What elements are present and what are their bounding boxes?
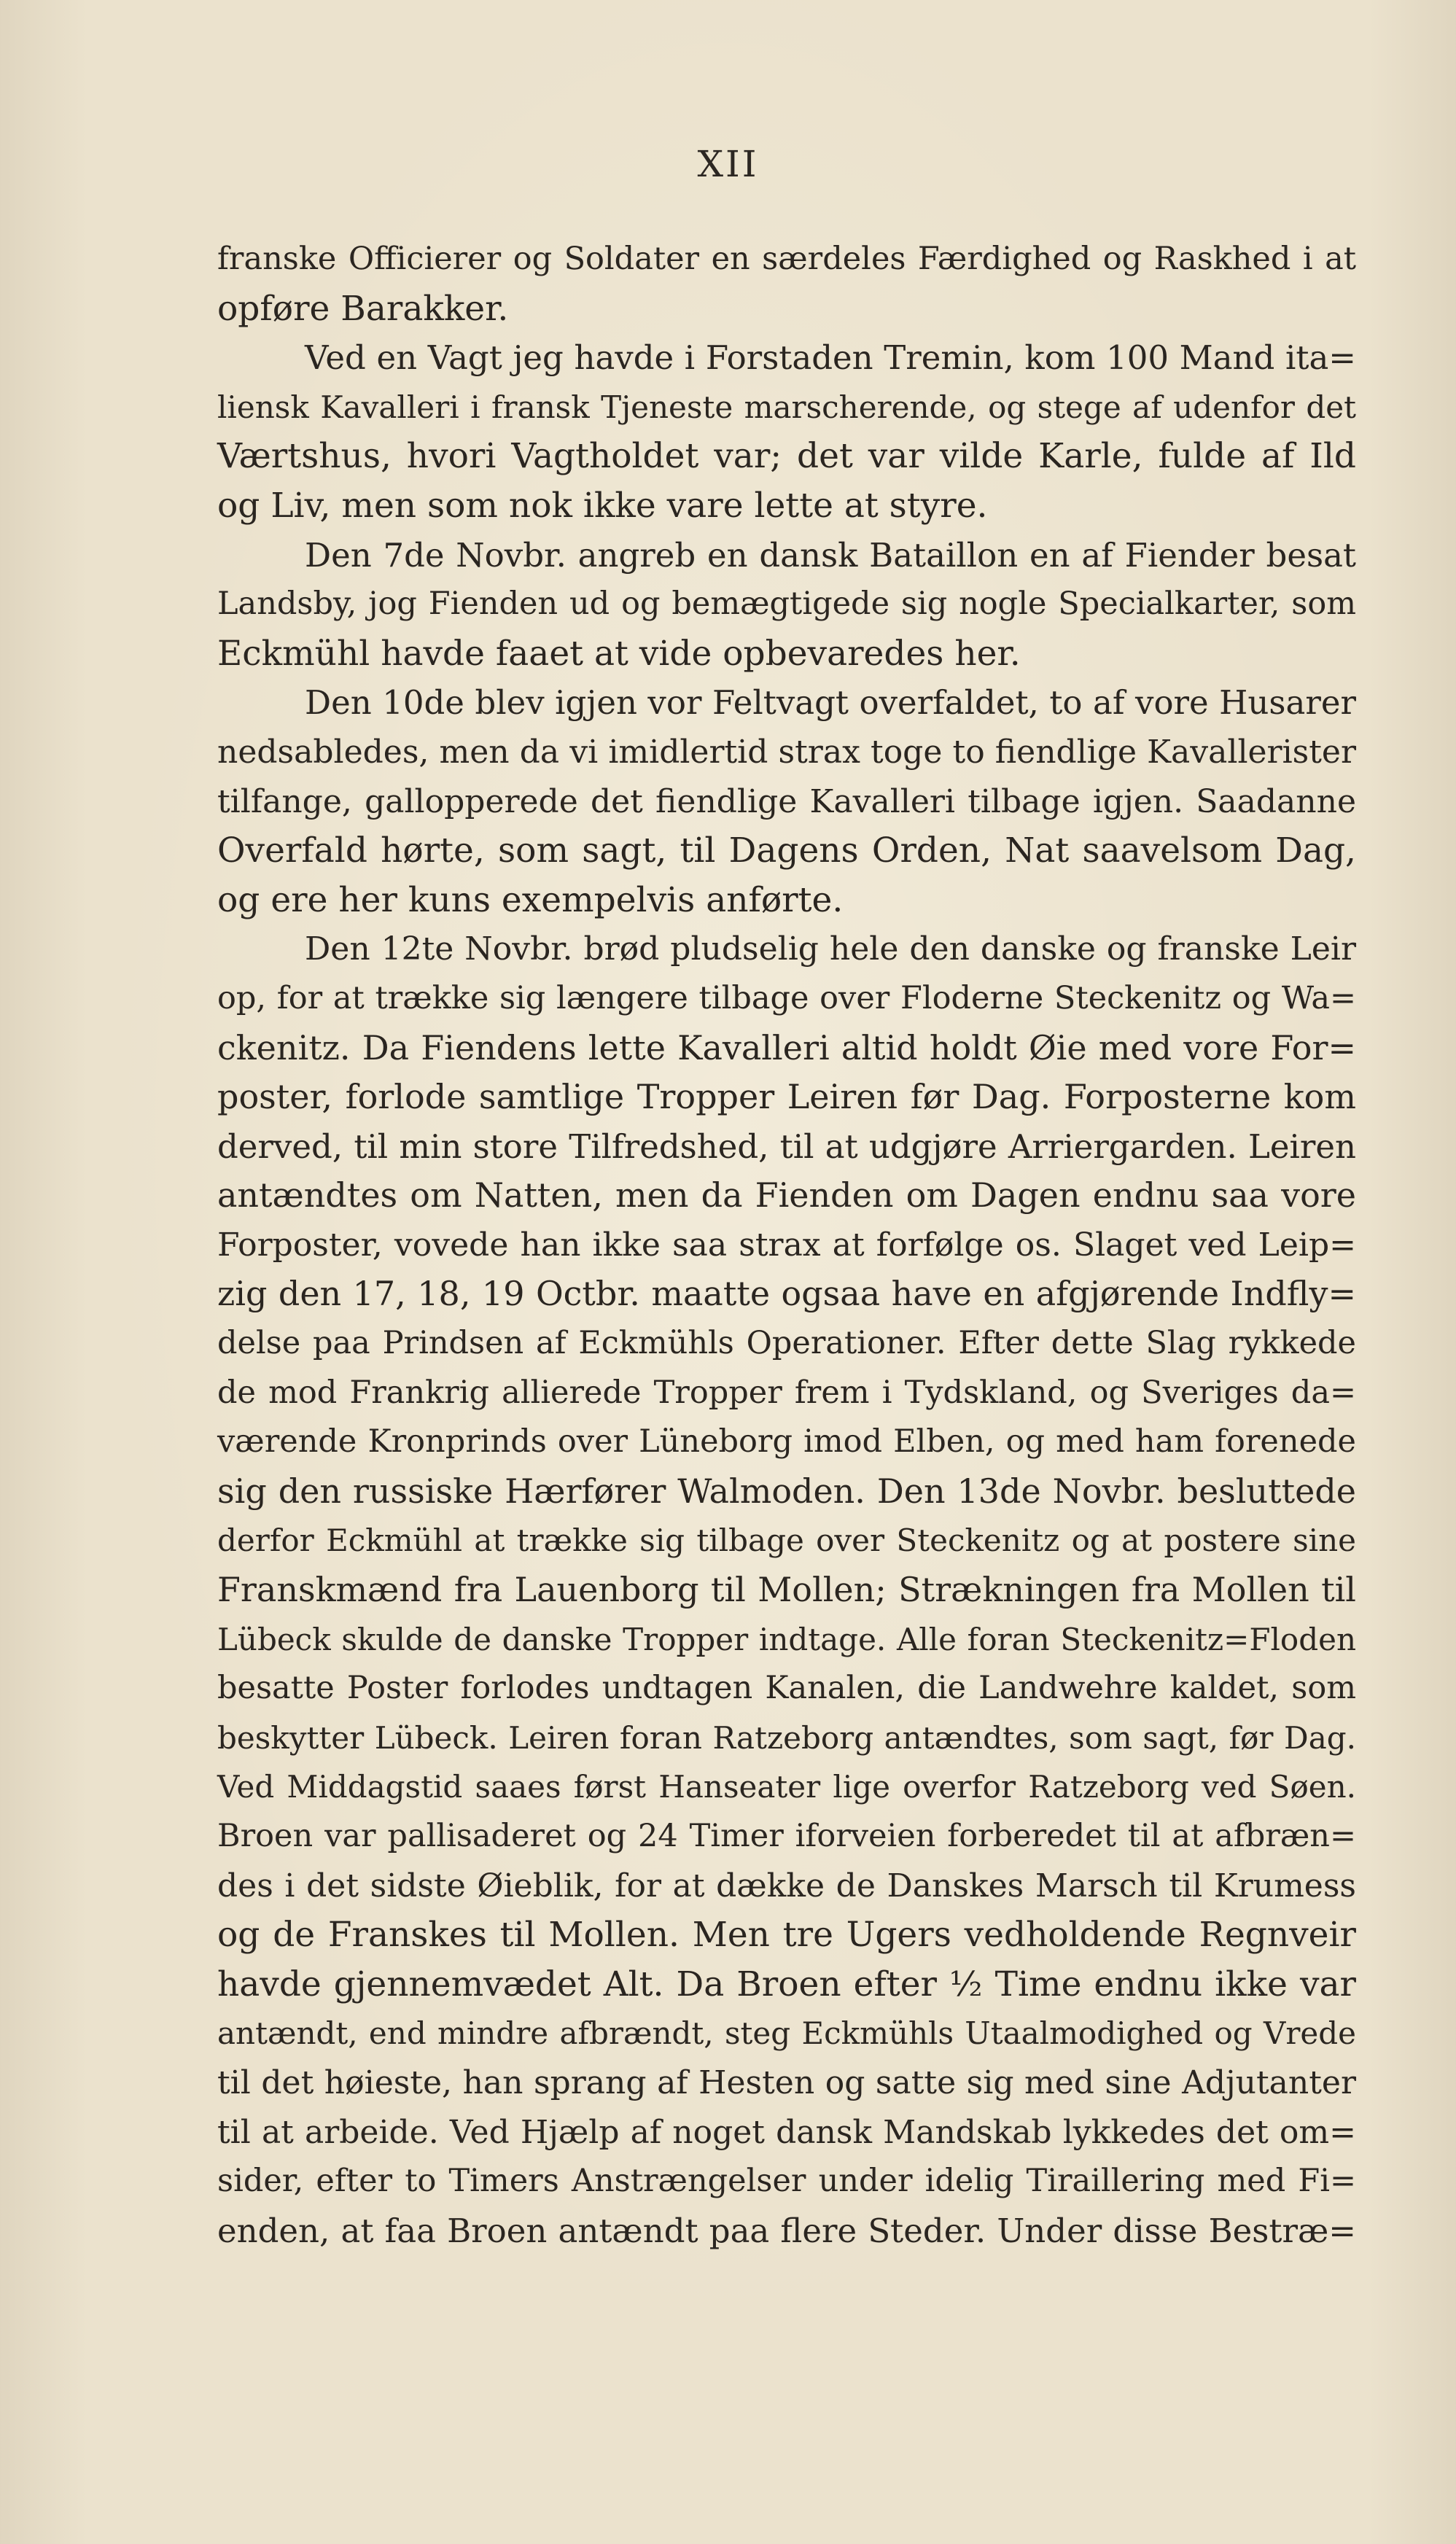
- text-line: op, for at trække sig længere tilbage over Floderne Steckenitz og Wa=: [217, 979, 1356, 1016]
- text-line: Landsby, jog Fienden ud og bemægtigede sig nogle Specialkarter, som: [217, 586, 1356, 623]
- text-line: Franskmænd fra Lauenborg til Mollen; Strækningen fra Mollen til: [217, 1570, 1356, 1610]
- text-line: værende Kronprinds over Lüneborg imod Elben, og med ham forenede: [217, 1423, 1356, 1460]
- text-line: zig den 17, 18, 19 Octbr. maatte ogsaa have en afgjørende Indfly=: [217, 1274, 1356, 1314]
- text-line: nedsabledes, men da vi imidlertid strax toge to fiendlige Kavallerister: [217, 733, 1356, 771]
- text-line: sig den russiske Hærfører Walmoden. Den 13de Novbr. besluttede: [217, 1471, 1356, 1511]
- text-line: Broen var pallisaderet og 24 Timer iforveien forberedet til at afbræn=: [217, 1818, 1356, 1854]
- text-line: liensk Kavalleri i fransk Tjeneste marscherende, og stege af udenfor det: [217, 389, 1356, 425]
- page-number: XII: [697, 143, 759, 185]
- text-line: Den 12te Novbr. brød pludselig hele den danske og franske Leir: [305, 930, 1356, 968]
- text-line: antændtes om Natten, men da Fienden om Dagen endnu saa vore: [217, 1175, 1356, 1215]
- text-line: Værtshus, hvori Vagtholdet var; det var vilde Karle, fulde af Ild: [217, 436, 1356, 477]
- text-line: sider, efter to Timers Anstrængelser under idelig Tiraillering med Fi=: [217, 2163, 1356, 2200]
- text-line: poster, forlode samtlige Tropper Leiren før Dag. Forposterne kom: [217, 1077, 1356, 1117]
- text-line: enden, at faa Broen antændt paa flere Steder. Under disse Bestræ=: [217, 2211, 1356, 2250]
- text-line: tilfange, gallopperede det fiendlige Kavalleri tilbage igjen. Saadanne: [217, 782, 1356, 820]
- text-line: Den 7de Novbr. angreb en dansk Bataillon en af Fiender besat: [305, 535, 1356, 575]
- body-text: [217, 235, 1356, 2255]
- text-line: og ere her kuns exempelvis anførte.: [217, 879, 844, 920]
- text-line: Den 10de blev igjen vor Feltvagt overfaldet, to af vore Husarer: [305, 683, 1356, 723]
- text-line: og de Franskes til Mollen. Men tre Ugers vedholdende Regnveir: [217, 1915, 1356, 1956]
- text-line: havde gjennemvædet Alt. Da Broen efter ½ Time endnu ikke var: [217, 1964, 1356, 2004]
- text-line: derfor Eckmühl at trække sig tilbage over Steckenitz og at postere sine: [217, 1522, 1356, 1559]
- text-line: ckenitz. Da Fiendens lette Kavalleri altid holdt Øie med vore For=: [217, 1027, 1356, 1067]
- text-line: beskytter Lübeck. Leiren foran Ratzeborg antændtes, som sagt, før Dag.: [217, 1719, 1356, 1756]
- text-line: Ved en Vagt jeg havde i Forstaden Tremin, kom 100 Mand ita=: [305, 338, 1356, 378]
- text-line: derved, til min store Tilfredshed, til at udgjøre Arriergarden. Leiren: [217, 1127, 1356, 1166]
- text-line: Eckmühl havde faaet at vide opbevaredes her.: [217, 633, 1021, 674]
- text-line: des i det sidste Øieblik, for at dække de Danskes Marsch til Krumess: [217, 1867, 1356, 1905]
- text-line: delse paa Prindsen af Eckmühls Operationer. Efter dette Slag rykkede: [217, 1325, 1356, 1362]
- text-line: Ved Middagstid saaes først Hanseater lige overfor Ratzeborg ved Søen.: [217, 1769, 1356, 1805]
- text-line: Forposter, vovede han ikke saa strax at forfølge os. Slaget ved Leip=: [217, 1226, 1356, 1264]
- text-line: opføre Barakker.: [217, 288, 509, 329]
- text-line: besatte Poster forlodes undtagen Kanalen, die Landwehre kaldet, som: [217, 1670, 1356, 1707]
- text-line: de mod Frankrig allierede Tropper frem i Tydskland, og Sveriges da=: [217, 1374, 1356, 1411]
- text-line: franske Officierer og Soldater en særdeles Færdighed og Raskhed i at: [217, 241, 1356, 277]
- text-line: antændt, end mindre afbrændt, steg Eckmühls Utaalmodighed og Vrede: [217, 2015, 1356, 2052]
- text-line: og Liv, men som nok ikke vare lette at styre.: [217, 485, 988, 526]
- text-line: til det høieste, han sprang af Hesten og satte sig med sine Adjutanter: [217, 2063, 1356, 2101]
- text-line: Lübeck skulde de danske Tropper indtage. Alle foran Steckenitz=Floden: [217, 1621, 1356, 1657]
- text-line: til at arbeide. Ved Hjælp af noget dansk Mandskab lykkedes det om=: [217, 2113, 1356, 2151]
- text-line: Overfald hørte, som sagt, til Dagens Orden, Nat saavelsom Dag,: [217, 831, 1356, 871]
